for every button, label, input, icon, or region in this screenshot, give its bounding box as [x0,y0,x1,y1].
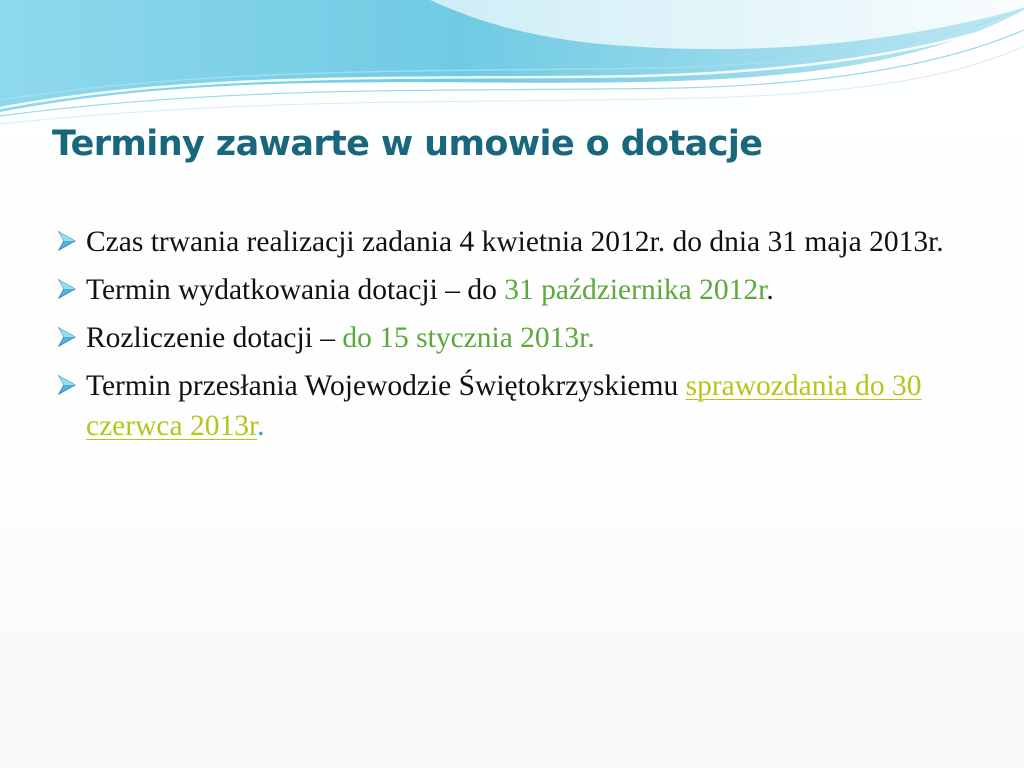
report-deadline-link[interactable]: sprawozdania do 30 czerwca 2013r [86,370,922,442]
arrow-bullet-icon [56,230,78,252]
arrow-bullet-icon [56,374,78,396]
bullet-text: Rozliczenie dotacji – [86,322,343,354]
arrow-bullet-icon [56,326,78,348]
highlighted-date: do 15 stycznia 2013r. [342,322,595,354]
bullet-text: Termin wydatkowania dotacji – do [86,274,505,306]
highlighted-date: 31 października 2012r [504,274,767,306]
bullet-suffix: . [766,274,774,306]
bullet-text: Termin przesłania Wojewodzie Świętokrzyskiemu [86,370,686,402]
bullet-item-duration [56,222,956,262]
bullet-item-report-deadline [56,366,956,446]
bullet-list [56,222,956,454]
decorative-wave-header [0,0,1024,130]
bullet-item-spending-deadline [56,270,956,310]
bullet-text: Czas trwania realizacji zadania 4 kwietnia 2012r. do dnia 31 maja 2013r. [86,226,944,258]
slide-title: Terminy zawarte w umowie o dotacje [52,124,763,164]
bullet-suffix: . [257,410,265,442]
arrow-bullet-icon [56,278,78,300]
bullet-item-settlement [56,318,956,358]
